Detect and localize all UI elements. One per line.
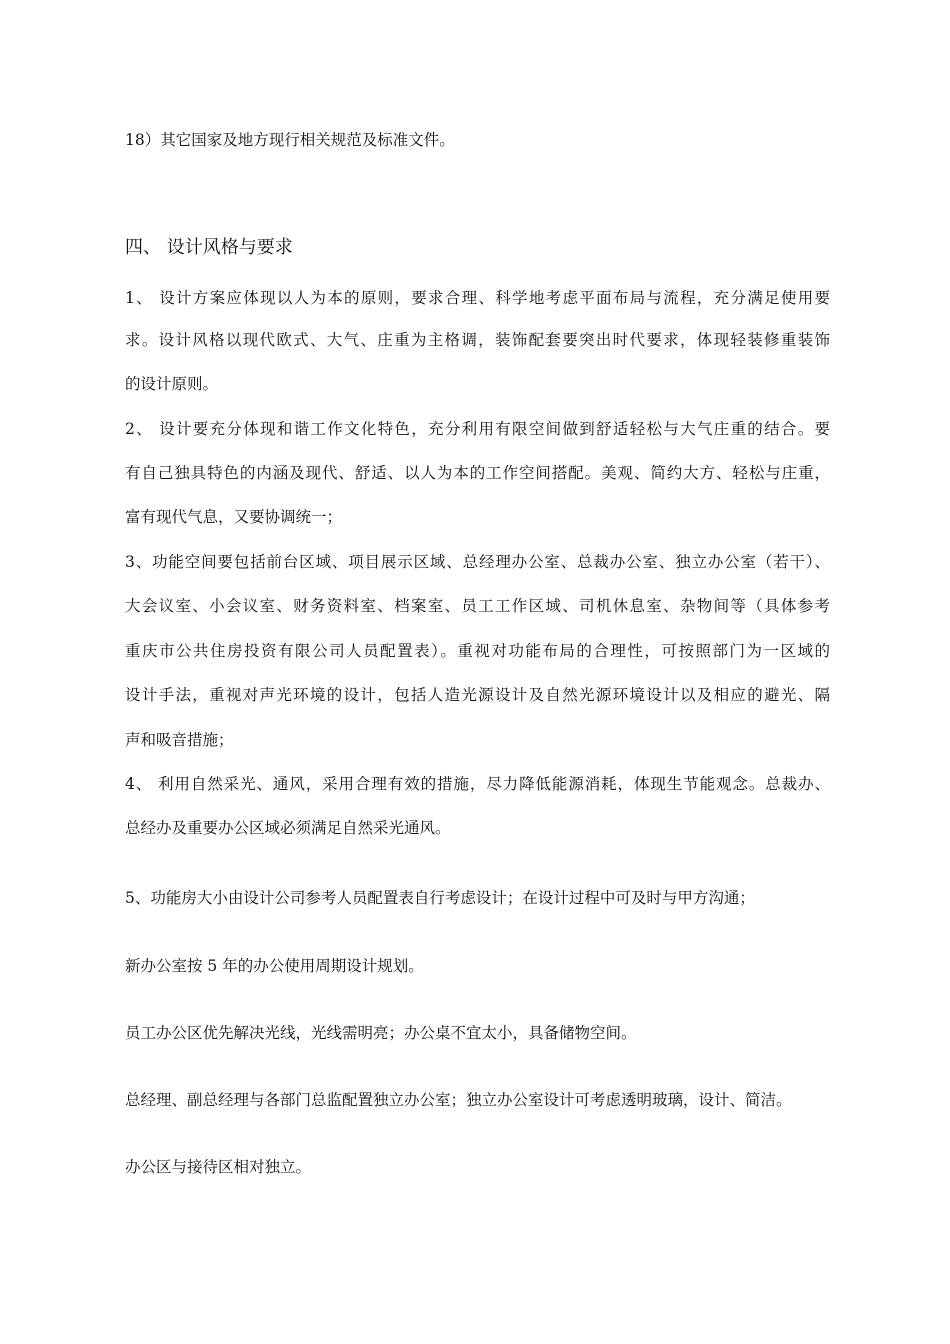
para1-line1: 1、 设计方案应体现以人为本的原则，要求合理、科学地考虑平面布局与流程，充分满足使用要: [125, 289, 830, 307]
note-staff-area: 员工办公区优先解决光线，光线需明亮；办公桌不宜太小，具备储物空间。: [125, 1024, 637, 1042]
para3-line2: 大会议室、小会议室、财务资料室、档案室、员工工作区域、司机休息室、杂物间等（具体参考: [125, 597, 830, 615]
note-private-offices: 总经理、副总经理与各部门总监配置独立办公室；独立办公室设计可考虑透明玻璃，设计、简洁。: [125, 1091, 792, 1109]
note-reception: 办公区与接待区相对独立。: [125, 1158, 312, 1176]
section-heading: 四、 设计风格与要求: [125, 237, 293, 258]
para4-line2: 总经办及重要办公区域必须满足自然采光通风。: [125, 819, 451, 837]
para3-line4: 设计手法，重视对声光环境的设计，包括人造光源设计及自然光源环境设计以及相应的避光、隔: [125, 686, 830, 704]
para3-line5: 声和吸音措施；: [125, 731, 234, 749]
para1-line2: 求。设计风格以现代欧式、大气、庄重为主格调，装饰配套要突出时代要求，体现轻装修重装饰: [125, 331, 830, 349]
para1-line3: 的设计原则。: [125, 375, 219, 393]
list-item-18: 18）其它国家及地方现行相关规范及标准文件。: [125, 131, 455, 149]
note-office-cycle: 新办公室按 5 年的办公使用周期设计规划。: [125, 957, 424, 975]
para2-line3: 富有现代气息，又要协调统一；: [125, 508, 343, 526]
para3-line1: 3、功能空间要包括前台区域、项目展示区域、总经理办公室、总裁办公室、独立办公室（若干）、: [125, 553, 830, 571]
para2-line1: 2、 设计要充分体现和谐工作文化特色，充分利用有限空间做到舒适轻松与大气庄重的结合。要: [125, 420, 830, 438]
para4-line1: 4、 利用自然采光、通风，采用合理有效的措施，尽力降低能源消耗，体现生节能观念。总裁办、: [125, 775, 830, 793]
para5: 5、功能房大小由设计公司参考人员配置表自行考虑设计；在设计过程中可及时与甲方沟通；: [125, 889, 755, 907]
para3-line3: 重庆市公共住房投资有限公司人员配置表）。重视对功能布局的合理性，可按照部门为一区域的: [125, 642, 830, 660]
para2-line2: 有自己独具特色的内涵及现代、舒适、以人为本的工作空间搭配。美观、简约大方、轻松与庄重，: [125, 464, 830, 482]
